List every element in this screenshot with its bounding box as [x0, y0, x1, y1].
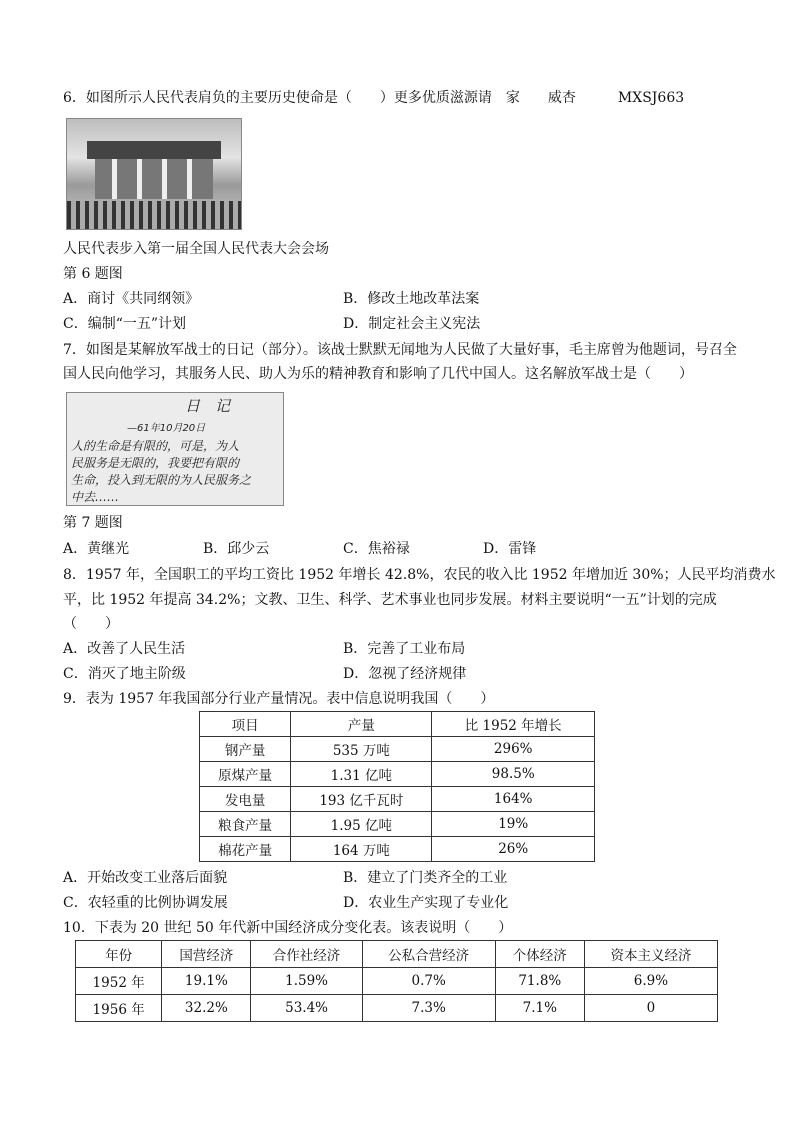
table-row: [76, 995, 718, 1022]
q9-option-d[interactable]: D．农业生产实现了专业化: [343, 895, 509, 911]
table-header: 资本主义经济: [584, 941, 717, 968]
table-row: [200, 837, 595, 862]
table-header: 国营经济: [162, 941, 251, 968]
q7-diary-line: 中去……: [71, 490, 120, 504]
table-cell: 1.31 亿吨: [291, 762, 432, 787]
table-cell: 原煤产量: [200, 762, 291, 787]
q8-stem-line1: 8．1957 年，全国职工的平均工资比 1952 年增长 42.8%，农民的收入比 1952 年增加近 30%；人民平均消费水: [63, 567, 776, 583]
q8-stem-line2: 平，比 1952 年提高 34.2%；文教、卫生、科学、艺术事业也同步发展。材料主要说明“一五”计划的完成: [63, 592, 717, 608]
table-row: [76, 968, 718, 995]
table-cell: 6.9%: [584, 968, 717, 995]
q7-diary-image: [66, 392, 284, 506]
table-cell: 钢产量: [200, 737, 291, 762]
q7-diary-date: —61年10月20日: [127, 423, 206, 434]
table-row: [200, 812, 595, 837]
q6-photo: [66, 118, 242, 230]
table-cell: 98.5%: [432, 762, 595, 787]
table-cell: 296%: [432, 737, 595, 762]
q6-caption: 人民代表步入第一届全国人民代表大会会场: [63, 241, 329, 257]
q10-table: [75, 940, 718, 1022]
q8-option-d[interactable]: D．忽视了经济规律: [343, 666, 467, 682]
table-header: 合作社经济: [251, 941, 362, 968]
q8-option-c[interactable]: C．消灭了地主阶级: [63, 666, 186, 682]
table-cell: 164 万吨: [291, 837, 432, 862]
q7-diary-line: 民服务是无限的，我要把有限的: [71, 456, 240, 470]
table-row: [200, 787, 595, 812]
q7-fig-label: 第 7 题图: [63, 515, 123, 531]
table-cell: 7.3%: [362, 995, 495, 1022]
table-cell: 164%: [432, 787, 595, 812]
table-header: 产量: [291, 712, 432, 737]
table-header: 年份: [76, 941, 162, 968]
table-header-row: [76, 941, 718, 968]
table-cell: 26%: [432, 837, 595, 862]
table-row: [200, 762, 595, 787]
q9-table: [199, 711, 595, 862]
q7-option-c[interactable]: C．焦裕禄: [343, 541, 410, 557]
table-cell: 19.1%: [162, 968, 251, 995]
table-cell: 32.2%: [162, 995, 251, 1022]
table-cell: 发电量: [200, 787, 291, 812]
table-header: 个体经济: [495, 941, 584, 968]
table-cell: 71.8%: [495, 968, 584, 995]
q7-stem-line1: 7．如图是某解放军战士的日记（部分）。该战士默默无闻地为人民做了大量好事，毛主席曾为他题词，号召全: [63, 342, 737, 358]
table-header: 公私合营经济: [362, 941, 495, 968]
table-header-row: [200, 712, 595, 737]
table-cell: 1.59%: [251, 968, 362, 995]
q9-option-a[interactable]: A．开始改变工业落后面貌: [63, 870, 228, 886]
table-cell: 粮食产量: [200, 812, 291, 837]
q9-stem: 9．表为 1957 年我国部分行业产量情况。表中信息说明我国（ ）: [63, 691, 495, 707]
table-cell: 0.7%: [362, 968, 495, 995]
q7-option-b[interactable]: B．邱少云: [203, 541, 270, 557]
table-cell: 53.4%: [251, 995, 362, 1022]
table-header: 项目: [200, 712, 291, 737]
q9-option-b[interactable]: B．建立了门类齐全的工业: [343, 870, 508, 886]
q7-option-a[interactable]: A．黄继光: [63, 541, 130, 557]
table-cell: 1952 年: [76, 968, 162, 995]
table-header: 比 1952 年增长: [432, 712, 595, 737]
q6-option-b[interactable]: B．修改土地改革法案: [343, 291, 480, 307]
table-row: [200, 737, 595, 762]
q8-option-a[interactable]: A．改善了人民生活: [63, 641, 186, 657]
table-cell: 19%: [432, 812, 595, 837]
q7-diary-title: 日 记: [185, 397, 231, 415]
q6-option-d[interactable]: D．制定社会主义宪法: [343, 316, 481, 332]
q6-option-a[interactable]: A．商讨《共同纲领》: [63, 291, 200, 307]
table-cell: 0: [584, 995, 717, 1022]
q6-photo-crowd: [67, 201, 241, 229]
q6-photo-roof: [87, 141, 221, 159]
q9-option-c[interactable]: C．农轻重的比例协调发展: [63, 895, 228, 911]
q8-option-b[interactable]: B．完善了工业布局: [343, 641, 466, 657]
table-cell: 535 万吨: [291, 737, 432, 762]
table-cell: 7.1%: [495, 995, 584, 1022]
table-cell: 193 亿千瓦时: [291, 787, 432, 812]
q6-option-c[interactable]: C．编制“一五”计划: [63, 316, 187, 332]
table-cell: 1956 年: [76, 995, 162, 1022]
q8-stem-line3: （ ）: [63, 616, 119, 632]
q7-stem-line2: 国人民向他学习，其服务人民、助人为乐的精神教育和影响了几代中国人。这名解放军战士是（ ）: [63, 366, 693, 382]
q6-stem: 6．如图所示人民代表肩负的主要历史使命是（ ）更多优质滋源请 家 威杏 MXSJ663: [63, 90, 685, 106]
q7-option-d[interactable]: D．雷锋: [483, 541, 537, 557]
q10-stem: 10．下表为 20 世纪 50 年代新中国经济成分变化表。该表说明（ ）: [63, 920, 513, 936]
table-cell: 1.95 亿吨: [291, 812, 432, 837]
q7-diary-line: 生命，投入到无限的为人民服务之: [71, 473, 252, 487]
q7-diary-line: 人的生命是有限的，可是，为人: [71, 439, 240, 453]
q6-fig-label: 第 6 题图: [63, 266, 123, 282]
table-cell: 棉花产量: [200, 837, 291, 862]
